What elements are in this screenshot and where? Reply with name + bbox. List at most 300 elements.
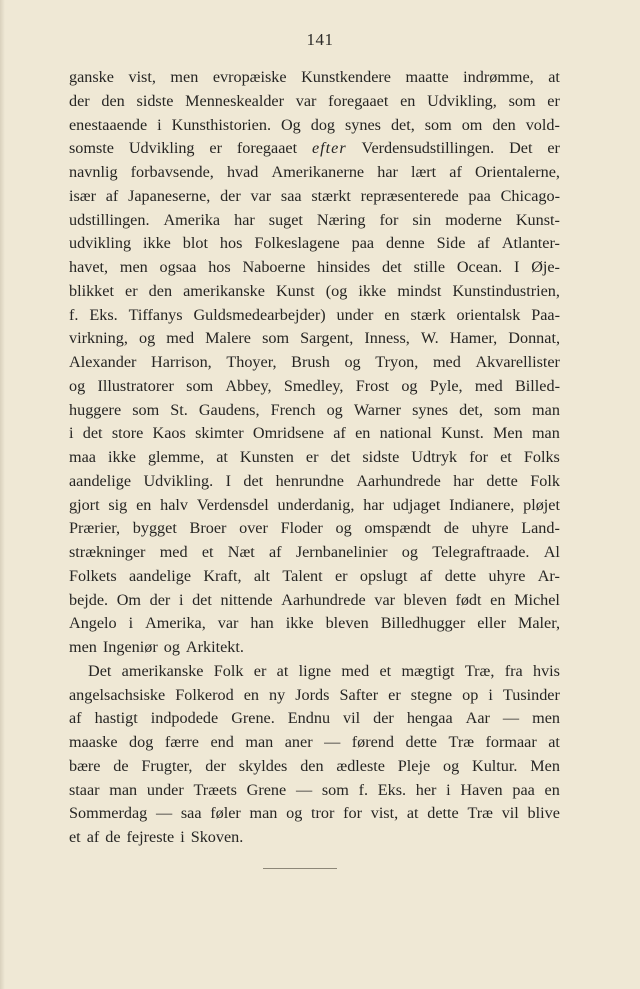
- page-edge: [0, 0, 5, 989]
- word: det,: [390, 115, 415, 134]
- word: Jords: [295, 685, 330, 704]
- word: bygget: [132, 519, 177, 538]
- word: eller: [477, 614, 506, 633]
- word: og: [401, 376, 418, 395]
- word: Folkets: [69, 566, 117, 585]
- word: bleven: [325, 614, 369, 633]
- word: af: [419, 566, 433, 585]
- word: Men: [530, 756, 560, 775]
- text-line: [69, 280, 560, 304]
- word: et: [201, 543, 214, 561]
- word: Menneskealder: [185, 91, 285, 110]
- word: det: [192, 590, 212, 609]
- word: Ingeniør: [102, 638, 158, 656]
- word: paa: [351, 234, 375, 253]
- word: sin: [412, 210, 432, 229]
- word: denne: [386, 234, 425, 253]
- word: Sargent,: [300, 329, 354, 348]
- word: med: [159, 543, 188, 561]
- word: orientalsk: [456, 305, 521, 324]
- word: uhyre: [488, 566, 526, 585]
- word: virkning,: [69, 329, 128, 348]
- word: i: [446, 780, 451, 799]
- word: den: [492, 115, 516, 134]
- word: vil: [343, 709, 361, 728]
- word: Side: [436, 234, 466, 253]
- word: er: [388, 685, 401, 704]
- word: stille: [413, 258, 446, 276]
- word: Safter: [339, 685, 379, 704]
- word: evropæiske: [212, 68, 287, 86]
- word: Endnu: [287, 709, 331, 728]
- word: saa: [280, 186, 302, 205]
- word: ny: [269, 685, 286, 704]
- word: Thoyer,: [226, 353, 277, 371]
- word: som: [508, 91, 536, 110]
- word: Illustratorer: [97, 376, 174, 395]
- word: Chicago-: [500, 186, 560, 205]
- word: Hamer,: [449, 329, 498, 348]
- text-line: [69, 446, 560, 470]
- text-line: [69, 327, 560, 351]
- word: man: [109, 780, 138, 799]
- word: Gaudens,: [198, 400, 260, 419]
- text-line: [69, 802, 560, 826]
- word: Alexander: [69, 353, 137, 371]
- word: Om: [116, 590, 142, 609]
- word: og: [286, 804, 303, 823]
- word: hastigt: [94, 709, 138, 728]
- text-line: [69, 826, 560, 850]
- word: paa: [512, 780, 535, 799]
- word: var: [250, 186, 272, 205]
- word: Kunsten: [239, 448, 294, 466]
- word: stærkt: [311, 186, 351, 205]
- word: Frugter,: [141, 756, 193, 775]
- word: og: [344, 353, 361, 371]
- word: Tryon,: [375, 353, 419, 371]
- word: Træ: [467, 804, 493, 823]
- word: Guldsmedearbejder): [193, 305, 326, 324]
- word: der: [69, 91, 90, 110]
- word: Sommerdag: [69, 804, 148, 823]
- text-line: [69, 422, 560, 446]
- word: og: [138, 329, 156, 348]
- word: for: [469, 448, 489, 466]
- word: ganske: [69, 68, 114, 86]
- word: her: [415, 780, 437, 799]
- word: sidste: [136, 91, 174, 110]
- word: ikke: [285, 614, 314, 633]
- word: med: [341, 661, 370, 680]
- word: under: [336, 305, 374, 324]
- word: der: [149, 590, 171, 609]
- word: Talent: [282, 566, 323, 585]
- word: Eks.: [89, 305, 118, 324]
- word: i: [488, 685, 493, 704]
- word: at: [548, 68, 560, 86]
- word: er: [253, 661, 267, 680]
- word: ligne: [298, 661, 332, 680]
- text-line: [69, 660, 560, 684]
- word: Arkitekt.: [185, 638, 244, 656]
- word: Skoven.: [190, 828, 244, 846]
- word: Næring: [316, 210, 366, 229]
- word: med: [474, 376, 503, 395]
- word: Haven: [460, 780, 503, 799]
- word: mindst: [397, 281, 442, 300]
- word: udjaget: [392, 495, 441, 514]
- word: Kultur.: [472, 756, 518, 775]
- text-line: [69, 185, 560, 209]
- word: op: [462, 685, 479, 704]
- word: Harrison,: [151, 353, 212, 371]
- word: formaar: [485, 733, 537, 751]
- word: de: [113, 756, 129, 775]
- word: fejreste: [126, 828, 175, 846]
- word: dog: [129, 733, 154, 751]
- word: —: [324, 733, 341, 751]
- word: født: [455, 590, 482, 609]
- text-line: [69, 684, 560, 708]
- word: Aarhundrede: [356, 471, 441, 490]
- word: French: [270, 400, 316, 419]
- word: af: [105, 186, 119, 205]
- word: det: [82, 424, 103, 443]
- word: I: [514, 258, 520, 276]
- text-line: [69, 541, 560, 565]
- word: Verdensudstillingen.: [361, 139, 495, 158]
- word: Men: [493, 424, 523, 443]
- word: Michel: [514, 590, 560, 609]
- word: under: [146, 780, 184, 799]
- word: end: [210, 733, 234, 751]
- word: hos: [208, 258, 231, 276]
- word: Kraft,: [203, 566, 242, 585]
- word: Ar-: [537, 566, 560, 585]
- word: Frost: [355, 376, 390, 395]
- word: de: [105, 828, 121, 846]
- word: omspændt: [364, 519, 431, 538]
- word: Folkerod: [175, 685, 234, 704]
- text-line: [69, 351, 560, 375]
- word: var: [374, 590, 396, 609]
- text-line: [69, 256, 560, 280]
- word: Øje-: [531, 258, 560, 276]
- word: Amerika,: [145, 614, 206, 633]
- text-line: [69, 612, 560, 636]
- word: ædleste: [336, 756, 385, 775]
- word: efter: [311, 139, 347, 158]
- word: Eks.: [377, 780, 407, 799]
- word: de: [443, 519, 459, 538]
- word: som: [132, 400, 160, 419]
- word: Al: [543, 543, 560, 561]
- text-line: [69, 232, 560, 256]
- word: Det: [509, 139, 533, 158]
- word: udstillingen.: [69, 210, 150, 229]
- word: over: [239, 519, 268, 538]
- word: Angelo: [69, 614, 117, 633]
- word: Det: [88, 661, 112, 680]
- word: forbavsende,: [130, 163, 214, 181]
- word: er: [305, 448, 319, 466]
- word: som: [424, 115, 452, 134]
- word: vil: [501, 804, 519, 823]
- word: i: [69, 424, 74, 443]
- word: har: [453, 471, 474, 490]
- text-line: [69, 470, 560, 494]
- word: strækninger: [69, 543, 146, 561]
- word: dette: [427, 804, 459, 823]
- word: somste: [69, 139, 114, 158]
- text-line: [69, 209, 560, 233]
- word: Akvarellister: [475, 353, 560, 371]
- word: Brush: [291, 353, 330, 371]
- text-line: [69, 161, 560, 185]
- word: en: [544, 780, 560, 799]
- word: Amerika: [163, 210, 221, 229]
- word: lært: [411, 163, 437, 181]
- word: dette: [444, 566, 477, 585]
- word: ikke: [142, 234, 171, 253]
- word: Kaos: [152, 424, 186, 443]
- word: og: [401, 543, 418, 561]
- word: det: [382, 258, 402, 276]
- word: det: [330, 448, 351, 466]
- word: Malere: [205, 329, 251, 348]
- word: navnlig: [69, 163, 118, 181]
- body-text: [69, 66, 560, 850]
- word: men: [532, 709, 560, 728]
- word: mægtigt: [401, 661, 455, 680]
- word: maatte: [405, 68, 449, 86]
- word: indrømme,: [463, 68, 534, 86]
- word: er: [334, 566, 348, 585]
- word: med: [166, 329, 195, 348]
- word: Paa-: [531, 305, 560, 324]
- word: halv: [160, 495, 189, 514]
- text-line: [69, 779, 560, 803]
- text-line: [69, 589, 560, 613]
- word: vist,: [370, 804, 399, 823]
- word: opslugt: [359, 566, 408, 585]
- word: men: [69, 638, 97, 656]
- word: et: [500, 448, 512, 466]
- word: Folk: [213, 661, 244, 680]
- word: blot: [182, 234, 208, 253]
- word: hos: [219, 234, 243, 253]
- word: føler: [210, 804, 241, 823]
- word: W.: [420, 329, 439, 348]
- word: synes: [412, 400, 449, 419]
- word: (og: [325, 281, 348, 300]
- word: huggere: [69, 400, 122, 419]
- word: i: [128, 614, 134, 633]
- word: ikke: [358, 281, 387, 300]
- word: Folkeslagene: [254, 234, 340, 253]
- word: vold-: [525, 115, 560, 134]
- word: I: [225, 471, 231, 490]
- word: sidste: [362, 448, 400, 466]
- word: Maler,: [517, 614, 560, 633]
- text-line: [69, 707, 560, 731]
- word: har: [363, 495, 384, 514]
- text-line: [69, 399, 560, 423]
- word: Aarhundrede: [281, 590, 366, 609]
- word: nittende: [220, 590, 273, 609]
- word: aner: [284, 733, 313, 751]
- word: Billed-: [515, 376, 560, 395]
- word: og: [69, 376, 86, 395]
- word: et: [69, 828, 81, 846]
- word: vist,: [128, 68, 156, 86]
- word: Land-: [521, 519, 560, 538]
- word: med: [432, 353, 461, 371]
- word: er: [209, 139, 222, 158]
- word: af: [333, 424, 346, 443]
- word: den: [101, 91, 125, 110]
- word: repræsenterede: [360, 186, 459, 205]
- word: en: [243, 685, 259, 704]
- word: moderne: [445, 210, 502, 229]
- word: Pyle,: [429, 376, 463, 395]
- word: som: [186, 376, 214, 395]
- word: havet,: [69, 258, 109, 276]
- word: der: [205, 756, 226, 775]
- word: henrundne: [275, 471, 344, 490]
- word: Verdensdel: [196, 495, 269, 514]
- word: Grene: [246, 780, 287, 799]
- word: og: [326, 400, 343, 419]
- word: Indianere,: [449, 495, 515, 514]
- word: foregaaet: [236, 139, 298, 158]
- word: at: [548, 733, 560, 751]
- word: Broer: [189, 519, 227, 538]
- word: enestaaende: [69, 115, 148, 134]
- word: af: [269, 543, 282, 561]
- page-number: 141: [306, 30, 334, 49]
- word: store: [111, 424, 144, 443]
- word: aandelige: [69, 471, 132, 490]
- word: Kunst-: [515, 210, 560, 229]
- word: for: [343, 804, 362, 823]
- word: suget: [268, 210, 303, 229]
- word: staar: [69, 780, 100, 799]
- word: bære: [69, 756, 101, 775]
- word: førend: [351, 733, 395, 751]
- word: Udvikling: [128, 139, 195, 158]
- word: stegne: [410, 685, 453, 704]
- word: en: [384, 305, 400, 324]
- word: Prærier,: [69, 519, 121, 538]
- word: den: [300, 756, 324, 775]
- word: udvikling: [69, 234, 132, 253]
- word: hvis: [532, 661, 560, 680]
- word: Floder: [280, 519, 323, 538]
- word: Folk: [530, 471, 560, 490]
- word: ikke: [108, 448, 136, 466]
- text-line: [69, 114, 560, 138]
- word: af: [449, 163, 462, 181]
- word: af: [86, 828, 100, 846]
- word: Udvikling.: [143, 471, 214, 490]
- word: maaske: [69, 733, 118, 751]
- word: at: [216, 448, 228, 466]
- word: Japaneserne,: [128, 186, 211, 205]
- word: Udtryk: [411, 448, 458, 466]
- word: som: [262, 329, 290, 348]
- word: bleven: [403, 590, 447, 609]
- word: pløjet: [523, 495, 560, 514]
- word: en: [355, 424, 371, 443]
- word: foregaaet: [328, 91, 389, 110]
- word: indpodede: [150, 709, 219, 728]
- word: at: [406, 804, 419, 823]
- word: Omridsene: [252, 424, 324, 443]
- word: Næt: [227, 543, 255, 561]
- word: at: [276, 661, 289, 680]
- word: det: [243, 471, 264, 490]
- word: Amerikanerne: [271, 163, 365, 181]
- word: man: [531, 424, 560, 443]
- text-line: [69, 66, 560, 90]
- word: Kunsthistorien.: [171, 115, 271, 134]
- word: aandelige: [129, 566, 192, 585]
- word: —: [155, 804, 173, 823]
- word: angelsachsiske: [69, 685, 166, 704]
- word: national: [379, 424, 432, 443]
- word: Orientalerne,: [474, 163, 560, 181]
- text-line: [69, 755, 560, 779]
- word: en: [490, 590, 506, 609]
- word: en: [400, 91, 416, 110]
- word: Warner: [353, 400, 402, 419]
- text-line: [69, 636, 560, 660]
- word: f.: [69, 305, 79, 324]
- word: —: [295, 780, 313, 799]
- word: især: [69, 186, 96, 205]
- text-line: [69, 90, 560, 114]
- word: dette: [486, 471, 518, 490]
- word: Abbey,: [225, 376, 272, 395]
- word: som: [321, 780, 349, 799]
- text-line: [69, 375, 560, 399]
- word: i: [178, 590, 184, 609]
- word: for: [379, 210, 399, 229]
- word: og: [335, 519, 352, 538]
- word: fra: [504, 661, 523, 680]
- word: af: [477, 234, 490, 253]
- word: skyldes: [238, 756, 288, 775]
- word: man: [249, 804, 278, 823]
- word: blive: [527, 804, 560, 823]
- word: og: [163, 638, 180, 656]
- word: Jernbanelinier: [295, 543, 388, 561]
- word: Kunst: [275, 281, 315, 300]
- word: alt: [253, 566, 271, 585]
- word: glemme,: [147, 448, 205, 466]
- word: er: [547, 91, 560, 110]
- word: Træ,: [464, 661, 495, 680]
- word: Og: [280, 115, 301, 134]
- word: Grene.: [231, 709, 275, 728]
- word: og: [442, 756, 460, 775]
- word: Naboerne: [242, 258, 306, 276]
- word: et: [379, 661, 392, 680]
- word: i: [180, 828, 185, 846]
- word: amerikanske: [183, 281, 265, 300]
